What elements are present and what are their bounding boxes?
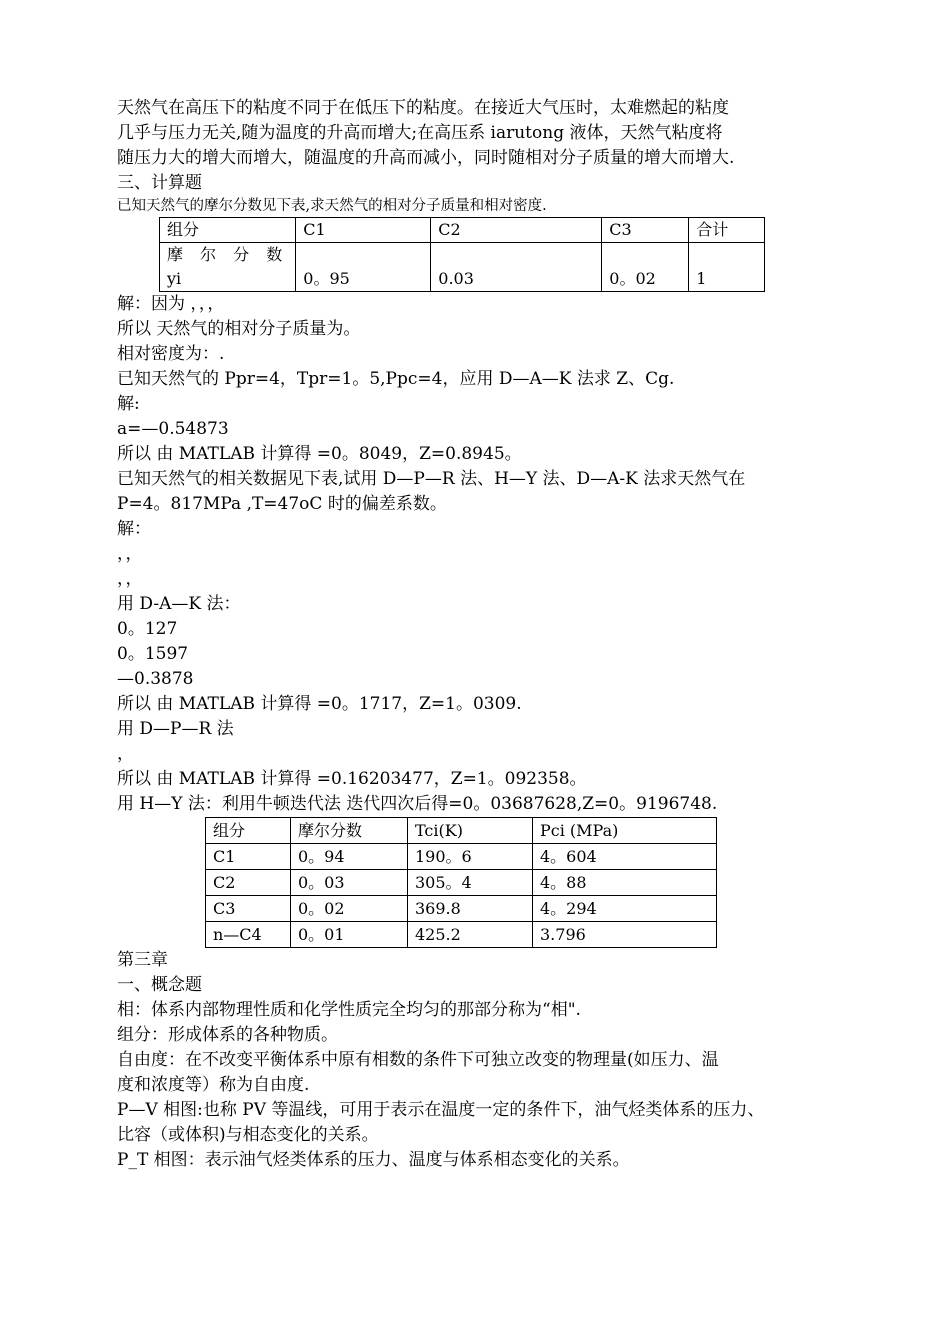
paragraph-line: 相对密度为：. bbox=[117, 344, 225, 364]
paragraph-line: 用 D-A—K 法： bbox=[117, 594, 241, 614]
question-text: 已知天然气的摩尔分数见下表,求天然气的相对分子质量和相对密度. bbox=[117, 198, 547, 214]
paragraph-line: 几乎与压力无关,随为温度的升高而增大;在高压系 iarutong 液体，天然气粘度将 bbox=[117, 123, 723, 143]
table-header-cell: 组分 bbox=[160, 218, 296, 243]
paragraph-line: —0.3878 bbox=[117, 669, 194, 689]
table-row bbox=[160, 243, 765, 292]
table-cell: 1 bbox=[689, 243, 765, 292]
row-label-cell bbox=[160, 243, 296, 292]
table-cell: 425.2 bbox=[408, 922, 533, 948]
table-cell: 0。02 bbox=[291, 896, 408, 922]
table-cell: 4。294 bbox=[533, 896, 717, 922]
section-heading: 三、计算题 bbox=[117, 173, 202, 193]
table-cell: n—C4 bbox=[206, 922, 291, 948]
table-row bbox=[206, 844, 717, 870]
table-cell: C3 bbox=[206, 896, 291, 922]
table-cell: C2 bbox=[206, 870, 291, 896]
row-label-top: 摩 尔 分 数 bbox=[167, 245, 289, 264]
table-cell: 4。604 bbox=[533, 844, 717, 870]
table-cell: 0。95 bbox=[296, 243, 431, 292]
row-label-bottom: yi bbox=[167, 269, 182, 288]
paragraph-line: 0。127 bbox=[117, 619, 178, 639]
paragraph-line: P=4。817MPa ,T=47oC 时的偏差系数。 bbox=[117, 494, 447, 514]
table-header-row bbox=[206, 818, 717, 844]
paragraph-line: 解： bbox=[117, 519, 151, 539]
paragraph-line: ， bbox=[117, 744, 134, 764]
paragraph-line: P_T 相图：表示油气烃类体系的压力、温度与体系相态变化的关系。 bbox=[117, 1150, 630, 1170]
table-cell: 0。02 bbox=[602, 243, 689, 292]
table-header-cell: C1 bbox=[296, 218, 431, 243]
table-cell: 369.8 bbox=[408, 896, 533, 922]
table-cell: 3.796 bbox=[533, 922, 717, 948]
table-header-cell: 摩尔分数 bbox=[291, 818, 408, 844]
paragraph-line: 用 D—P—R 法 bbox=[117, 719, 234, 739]
paragraph-line: 自由度：在不改变平衡体系中原有相数的条件下可独立改变的物理量(如压力、温 bbox=[117, 1050, 719, 1070]
critical-properties-table bbox=[205, 817, 717, 948]
paragraph-line: P—V 相图:也称 PV 等温线，可用于表示在温度一定的条件下，油气烃类体系的压力、 bbox=[117, 1100, 765, 1120]
paragraph-line: 已知天然气的 Ppr=4，Tpr=1。5,Ppc=4，应用 D—A—K 法求 Z、Cg. bbox=[117, 369, 675, 389]
paragraph-line: 比容（或体积)与相态变化的关系。 bbox=[117, 1125, 379, 1145]
mole-fraction-table bbox=[159, 217, 765, 292]
table-row bbox=[206, 896, 717, 922]
paragraph-line: 已知天然气的相关数据见下表,试用 D—P—R 法、H—Y 法、D—A-K 法求天然气在 bbox=[117, 469, 746, 489]
paragraph-line: 组分：形成体系的各种物质。 bbox=[117, 1025, 338, 1045]
paragraph-line: 解：因为 ，，， bbox=[117, 294, 225, 314]
paragraph-line: 相：体系内部物理性质和化学性质完全均匀的那部分称为“相". bbox=[117, 1000, 581, 1020]
table-header-cell: Pci (MPa) bbox=[533, 818, 717, 844]
paragraph-line: 所以 由 MATLAB 计算得 =0.16203477，Z=1。092358。 bbox=[117, 769, 587, 789]
table-cell: 0。01 bbox=[291, 922, 408, 948]
paragraph-line: 0。1597 bbox=[117, 644, 189, 664]
table-header-cell: Tci(K) bbox=[408, 818, 533, 844]
paragraph-line: 所以 由 MATLAB 计算得 =0。8049，Z=0.8945。 bbox=[117, 444, 522, 464]
table-header-cell: 组分 bbox=[206, 818, 291, 844]
paragraph-line: ，， bbox=[117, 569, 143, 589]
table-header-cell: C2 bbox=[431, 218, 602, 243]
table-header-cell: 合计 bbox=[689, 218, 765, 243]
paragraph-line: 所以 由 MATLAB 计算得 =0。1717，Z=1。0309. bbox=[117, 694, 522, 714]
document-page bbox=[117, 96, 837, 1173]
paragraph-line: 用 H—Y 法：利用牛顿迭代法 迭代四次后得=0。03687628,Z=0。9196748. bbox=[117, 794, 718, 814]
table-cell: 305。4 bbox=[408, 870, 533, 896]
table-row bbox=[206, 870, 717, 896]
paragraph-line: 随压力大的增大而增大，随温度的升高而减小，同时随相对分子质量的增大而增大. bbox=[117, 148, 735, 168]
table-cell: 0。03 bbox=[291, 870, 408, 896]
table-cell: 0。94 bbox=[291, 844, 408, 870]
paragraph-line: 天然气在高压下的粘度不同于在低压下的粘度。在接近大气压时，太难燃起的粘度 bbox=[117, 98, 729, 118]
table-cell: 4。88 bbox=[533, 870, 717, 896]
paragraph-line: 解: bbox=[117, 394, 140, 414]
table-header-row bbox=[160, 218, 765, 243]
section-heading: 一、概念题 bbox=[117, 975, 202, 995]
table-cell: 0.03 bbox=[431, 243, 602, 292]
chapter-heading: 第三章 bbox=[117, 950, 168, 970]
table-cell: C1 bbox=[206, 844, 291, 870]
paragraph-line: ，， bbox=[117, 544, 143, 564]
table-row bbox=[206, 922, 717, 948]
paragraph-line: 所以 天然气的相对分子质量为。 bbox=[117, 319, 361, 339]
paragraph-line: a=—0.54873 bbox=[117, 419, 229, 439]
paragraph-line: 度和浓度等）称为自由度. bbox=[117, 1075, 310, 1095]
table-cell: 190。6 bbox=[408, 844, 533, 870]
table-header-cell: C3 bbox=[602, 218, 689, 243]
